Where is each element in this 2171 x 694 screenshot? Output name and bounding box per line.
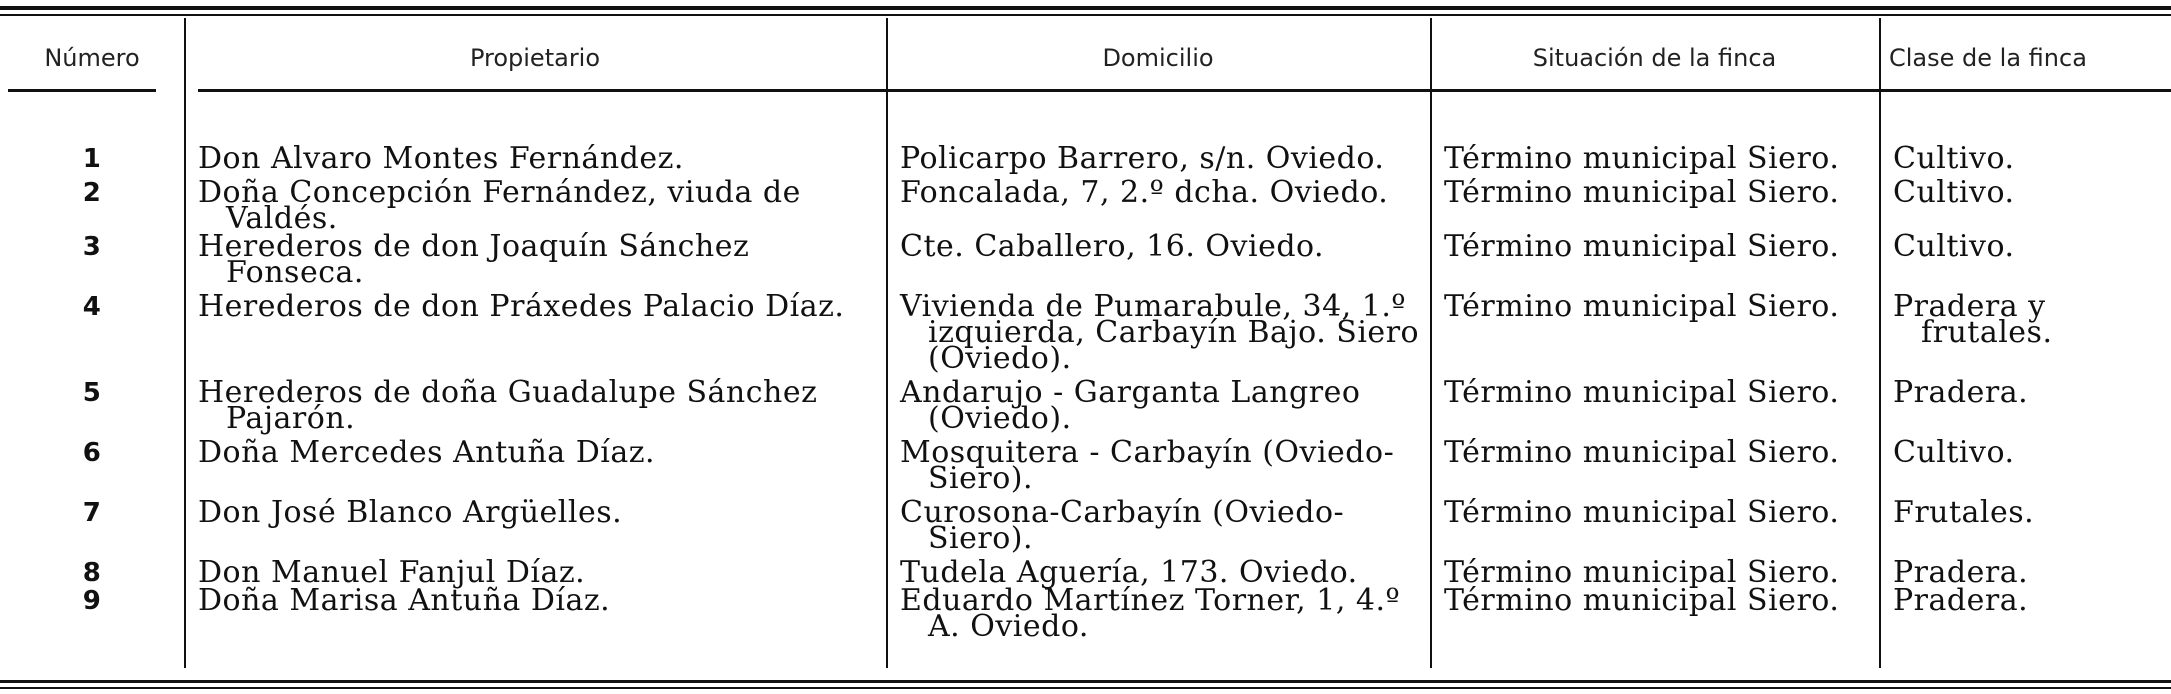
row-domicilio: Foncalada, 7, 2.º dcha. Oviedo. (900, 175, 1389, 210)
row-domicilio: Mosquitera - Carbayín (Oviedo-Siero). (900, 435, 1395, 496)
row-number: 7 (82, 498, 102, 528)
row-domicilio: Curosona-Carbayín (Oviedo-Siero). (900, 495, 1345, 556)
row-clase: Cultivo. (1893, 175, 2015, 210)
row-propietario: Doña Concepción Fernández, viuda de Valdés. (198, 175, 801, 236)
row-situacion: Término municipal Siero. (1444, 435, 1840, 470)
row-domicilio: Cte. Caballero, 16. Oviedo. (900, 229, 1325, 264)
row-number: 5 (82, 378, 102, 408)
row-situacion: Término municipal Siero. (1444, 289, 1840, 324)
row-number: 2 (82, 178, 102, 208)
row-situacion: Término municipal Siero. (1444, 175, 1840, 210)
row-propietario: Don Alvaro Montes Fernández. (198, 141, 684, 176)
table-row (0, 180, 2171, 234)
row-clase: Pradera y frutales. (1893, 289, 2053, 350)
row-domicilio: Eduardo Martínez Torner, 1, 4.º A. Oviedo. (900, 583, 1401, 644)
row-situacion: Término municipal Siero. (1444, 555, 1840, 590)
row-number: 4 (82, 292, 102, 322)
top-rule (0, 6, 2171, 10)
row-propietario: Doña Marisa Antuña Díaz. (198, 583, 611, 618)
row-propietario: Herederos de doña Guadalupe Sánchez Pajarón. (198, 375, 818, 436)
table-header-row (0, 18, 2171, 98)
row-propietario: Herederos de don Práxedes Palacio Díaz. (198, 289, 845, 324)
row-situacion: Término municipal Siero. (1444, 375, 1840, 410)
row-number: 1 (82, 144, 102, 174)
table-row (0, 588, 2171, 648)
row-clase: Cultivo. (1893, 141, 2015, 176)
header-clase: Clase de la finca (1879, 18, 2171, 98)
row-clase: Pradera. (1893, 555, 2029, 590)
table-row (0, 500, 2171, 560)
table-row (0, 234, 2171, 294)
row-clase: Cultivo. (1893, 229, 2015, 264)
row-number: 9 (82, 586, 102, 616)
top-rule-thin (0, 14, 2171, 16)
bottom-rule-thin (0, 687, 2171, 689)
row-situacion: Término municipal Siero. (1444, 495, 1840, 530)
row-clase: Pradera. (1893, 375, 2029, 410)
row-clase: Cultivo. (1893, 435, 2015, 470)
row-propietario: Herederos de don Joaquín Sánchez Fonseca. (198, 229, 750, 290)
bottom-rule (0, 680, 2171, 683)
row-domicilio: Andarujo - Garganta Langreo (Oviedo). (900, 375, 1361, 436)
row-propietario: Don José Blanco Argüelles. (198, 495, 623, 530)
row-situacion: Término municipal Siero. (1444, 583, 1840, 618)
table-row (0, 380, 2171, 440)
owners-table (0, 18, 2171, 648)
header-domicilio: Domicilio (886, 18, 1430, 98)
row-situacion: Término municipal Siero. (1444, 141, 1840, 176)
row-clase: Pradera. (1893, 583, 2029, 618)
row-situacion: Término municipal Siero. (1444, 229, 1840, 264)
row-domicilio: Vivienda de Pumarabule, 34, 1.º izquierda, Carbayín Bajo. Siero (Oviedo). (900, 289, 1420, 376)
table-row (0, 294, 2171, 380)
row-number: 6 (82, 438, 102, 468)
row-propietario: Doña Mercedes Antuña Díaz. (198, 435, 656, 470)
table-row (0, 440, 2171, 500)
row-propietario: Don Manuel Fanjul Díaz. (198, 555, 586, 590)
row-domicilio: Tudela Aguería, 173. Oviedo. (900, 555, 1358, 590)
table-row (0, 98, 2171, 180)
header-numero: Número (0, 18, 184, 98)
row-clase: Frutales. (1893, 495, 2035, 530)
header-propietario: Propietario (184, 18, 886, 98)
header-situacion: Situación de la finca (1430, 18, 1879, 98)
row-number: 8 (82, 558, 102, 588)
row-domicilio: Policarpo Barrero, s/n. Oviedo. (900, 141, 1385, 176)
row-number: 3 (82, 232, 102, 262)
